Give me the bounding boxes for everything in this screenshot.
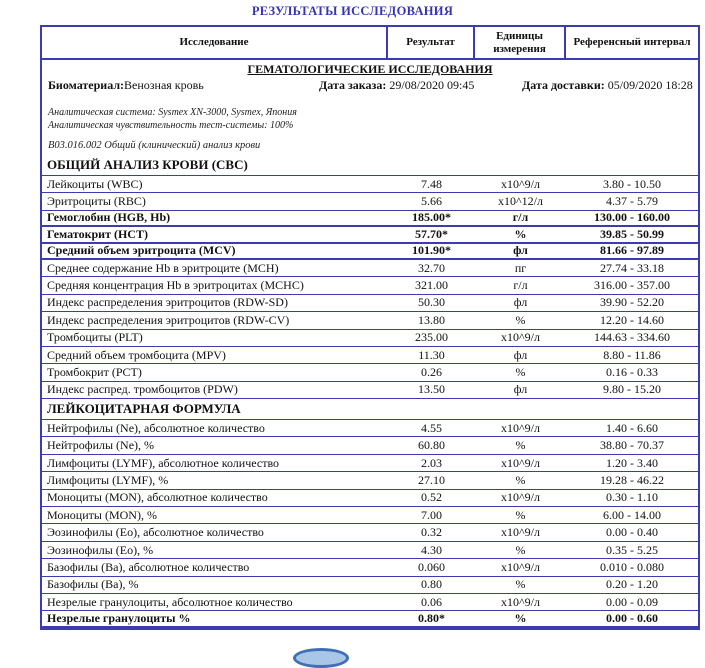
column-header-units: Единицы измерения	[473, 27, 564, 58]
cell-name: Индекс распред. тромбоцитов (PDW)	[47, 382, 238, 397]
cell-ref: 39.90 - 52.20	[600, 295, 664, 310]
cell-result: 11.30	[418, 347, 445, 362]
cell-name: Базофилы (Ba), абсолютное количество	[47, 559, 250, 574]
biomaterial-value: Венозная кровь	[124, 78, 204, 92]
table-row	[42, 330, 698, 347]
table-row	[42, 364, 698, 381]
cell-units: %	[515, 364, 526, 379]
cell-name: Лейкоциты (WBC)	[47, 176, 143, 191]
section-header-text: ГЕМАТОЛОГИЧЕСКИЕ ИССЛЕДОВАНИЯ	[247, 62, 493, 76]
cell-units: x10^9/л	[501, 594, 540, 609]
cell-name: Средняя концентрация Hb в эритроцитах (MCHC)	[47, 278, 304, 293]
table-row	[42, 524, 698, 541]
cell-result: 5.66	[421, 194, 442, 209]
results-table	[40, 25, 700, 630]
order-date	[319, 78, 474, 93]
table-row	[42, 193, 698, 210]
cell-units: x10^9/л	[501, 176, 540, 191]
table-row	[42, 472, 698, 489]
cell-ref: 0.20 - 1.20	[606, 577, 658, 592]
cell-result: 60.80	[418, 438, 445, 453]
cell-name: Тромбоциты (PLT)	[47, 330, 143, 345]
cell-ref: 144.63 - 334.60	[594, 330, 670, 345]
cell-ref: 39.85 - 50.99	[600, 226, 664, 241]
cell-result: 2.03	[421, 455, 442, 470]
cell-result: 57.70*	[415, 226, 448, 241]
delivery-date	[522, 78, 693, 93]
analytic-system: Аналитическая система: Sysmex XN-3000, Sysmex, Япония	[48, 107, 297, 118]
delivery-date-value: 05/09/2020 18:28	[607, 78, 693, 92]
cell-name: Среднее содержание Hb в эритроците (MCH)	[47, 260, 279, 275]
cell-name: Нейтрофилы (Ne), %	[47, 438, 155, 453]
cell-ref: 9.80 - 15.20	[603, 382, 661, 397]
cell-name: Лимфоциты (LYMF), %	[47, 472, 169, 487]
cell-units: фл	[513, 347, 528, 362]
table-row	[42, 226, 698, 243]
cell-result: 4.30	[421, 542, 442, 557]
cell-units: %	[515, 507, 526, 522]
cell-result: 50.30	[418, 295, 445, 310]
cell-name: Средний объем тромбоцита (MPV)	[47, 347, 226, 362]
column-header-result: Результат	[386, 27, 473, 58]
section-header	[42, 60, 698, 76]
table-row	[42, 176, 698, 193]
cell-result: 0.80	[421, 577, 442, 592]
group-header: ЛЕЙКОЦИТАРНАЯ ФОРМУЛА	[42, 399, 698, 420]
cell-ref: 27.74 - 33.18	[600, 260, 664, 275]
cell-result: 0.060	[418, 559, 445, 574]
cell-ref: 3.80 - 10.50	[603, 176, 661, 191]
table-row	[42, 347, 698, 364]
cell-result: 185.00*	[412, 210, 451, 225]
cell-ref: 12.20 - 14.60	[600, 312, 664, 327]
cell-units: x10^9/л	[501, 330, 540, 345]
cell-units: фл	[513, 382, 528, 397]
cell-ref: 1.40 - 6.60	[606, 420, 658, 435]
cell-name: Эозинофилы (Eo), %	[47, 542, 154, 557]
cell-units: г/л	[513, 278, 528, 293]
cell-result: 27.10	[418, 472, 445, 487]
cell-name: Тромбокрит (PCT)	[47, 364, 142, 379]
table-row	[42, 260, 698, 277]
cell-result: 0.32	[421, 525, 442, 540]
table-row	[42, 594, 698, 611]
cell-result: 0.52	[421, 490, 442, 505]
cell-result: 32.70	[418, 260, 445, 275]
column-header-ref: Референсный интервал	[564, 27, 698, 58]
cell-name: Моноциты (MON), %	[47, 507, 157, 522]
cell-result: 321.00	[415, 278, 448, 293]
cell-units: пг	[514, 260, 527, 275]
biomaterial	[48, 78, 204, 93]
table-row	[42, 507, 698, 524]
cell-ref: 6.00 - 14.00	[603, 507, 661, 522]
table-row	[42, 455, 698, 472]
cell-units: фл	[513, 243, 528, 258]
cell-name: Эритроциты (RBC)	[47, 194, 146, 209]
cell-name: Незрелые гранулоциты, абсолютное количество	[47, 594, 293, 609]
table-row	[42, 210, 698, 227]
cell-units: %	[515, 438, 526, 453]
cell-ref: 0.16 - 0.33	[606, 364, 658, 379]
cell-ref: 1.20 - 3.40	[606, 455, 658, 470]
delivery-date-label: Дата доставки:	[522, 78, 605, 92]
cell-name: Гемоглобин (HGB, Hb)	[47, 210, 171, 225]
table-row	[42, 559, 698, 576]
cell-name: Эозинофилы (Eo), абсолютное количество	[47, 525, 264, 540]
table-row	[42, 577, 698, 594]
cell-ref: 0.00 - 0.09	[606, 594, 658, 609]
table-row	[42, 610, 698, 627]
results-rows	[42, 155, 698, 628]
biomaterial-label: Биоматериал:	[48, 78, 125, 92]
cell-ref: 0.00 - 0.40	[606, 525, 658, 540]
cell-units: фл	[513, 295, 528, 310]
table-row	[42, 312, 698, 329]
cell-result: 0.26	[421, 364, 442, 379]
cell-name: Незрелые гранулоциты %	[47, 611, 191, 626]
cell-units: г/л	[512, 210, 529, 225]
cell-ref: 0.010 - 0.080	[600, 559, 664, 574]
table-row	[42, 490, 698, 507]
cell-units: %	[514, 226, 527, 241]
cell-ref: 316.00 - 357.00	[594, 278, 670, 293]
cell-ref: 0.30 - 1.10	[606, 490, 658, 505]
table-row	[42, 295, 698, 312]
cell-name: Базофилы (Ba), %	[47, 577, 139, 592]
cell-units: %	[515, 542, 526, 557]
cell-result: 0.06	[421, 594, 442, 609]
table-row	[42, 420, 698, 437]
table-row	[42, 382, 698, 399]
cell-ref: 130.00 - 160.00	[594, 210, 670, 225]
cell-ref: 0.00 - 0.60	[606, 611, 658, 626]
cell-result: 235.00	[415, 330, 448, 345]
cell-ref: 38.80 - 70.37	[600, 438, 664, 453]
cell-units: x10^9/л	[501, 420, 540, 435]
cell-result: 101.90*	[412, 243, 451, 258]
cell-name: Гематокрит (HCT)	[47, 226, 148, 241]
cell-units: x10^12/л	[498, 194, 543, 209]
cell-name: Нейтрофилы (Ne), абсолютное количество	[47, 420, 265, 435]
cell-units: %	[515, 472, 526, 487]
cell-name: Средний объем эритроцита (MCV)	[47, 243, 236, 258]
group-header: ОБЩИЙ АНАЛИЗ КРОВИ (CBC)	[42, 155, 698, 176]
table-row	[42, 277, 698, 294]
cell-ref: 81.66 - 97.89	[600, 243, 664, 258]
cell-result: 13.80	[418, 312, 445, 327]
order-date-value: 29/08/2020 09:45	[389, 78, 475, 92]
cell-ref: 4.37 - 5.79	[606, 194, 658, 209]
table-header-row	[42, 27, 698, 60]
table-row	[42, 243, 698, 260]
specimen-info-row	[42, 76, 698, 97]
table-row	[42, 542, 698, 559]
stamp-icon	[293, 648, 349, 668]
column-header-name: Исследование	[179, 36, 249, 49]
cell-name: Лимфоциты (LYMF), абсолютное количество	[47, 455, 280, 470]
page-title: РЕЗУЛЬТАТЫ ИССЛЕДОВАНИЯ	[251, 4, 454, 18]
cell-units: x10^9/л	[501, 559, 540, 574]
cell-result: 13.50	[418, 382, 445, 397]
cell-units: %	[514, 611, 527, 626]
cell-units: %	[515, 312, 526, 327]
cell-ref: 0.35 - 5.25	[606, 542, 658, 557]
cell-name: Индекс распределения эритроцитов (RDW-CV)	[47, 312, 290, 327]
analytic-notes	[42, 97, 698, 132]
cell-units: x10^9/л	[501, 455, 540, 470]
cell-name: Индекс распределения эритроцитов (RDW-SD)	[47, 295, 288, 310]
service-code: B03.016.002 Общий (клинический) анализ крови	[48, 140, 261, 151]
cell-ref: 8.80 - 11.86	[603, 347, 661, 362]
cell-ref: 19.28 - 46.22	[600, 472, 664, 487]
cell-units: %	[515, 577, 526, 592]
cell-units: x10^9/л	[501, 490, 540, 505]
cell-result: 7.00	[421, 507, 442, 522]
cell-units: x10^9/л	[501, 525, 540, 540]
cell-name: Моноциты (MON), абсолютное количество	[47, 490, 268, 505]
analytic-sensitivity: Аналитическая чувствительность тест-системы: 100%	[48, 120, 294, 131]
cell-result: 0.80*	[418, 611, 445, 626]
order-date-label: Дата заказа:	[319, 78, 387, 92]
table-row	[42, 437, 698, 454]
cell-result: 4.55	[421, 420, 442, 435]
cell-result: 7.48	[421, 176, 442, 191]
